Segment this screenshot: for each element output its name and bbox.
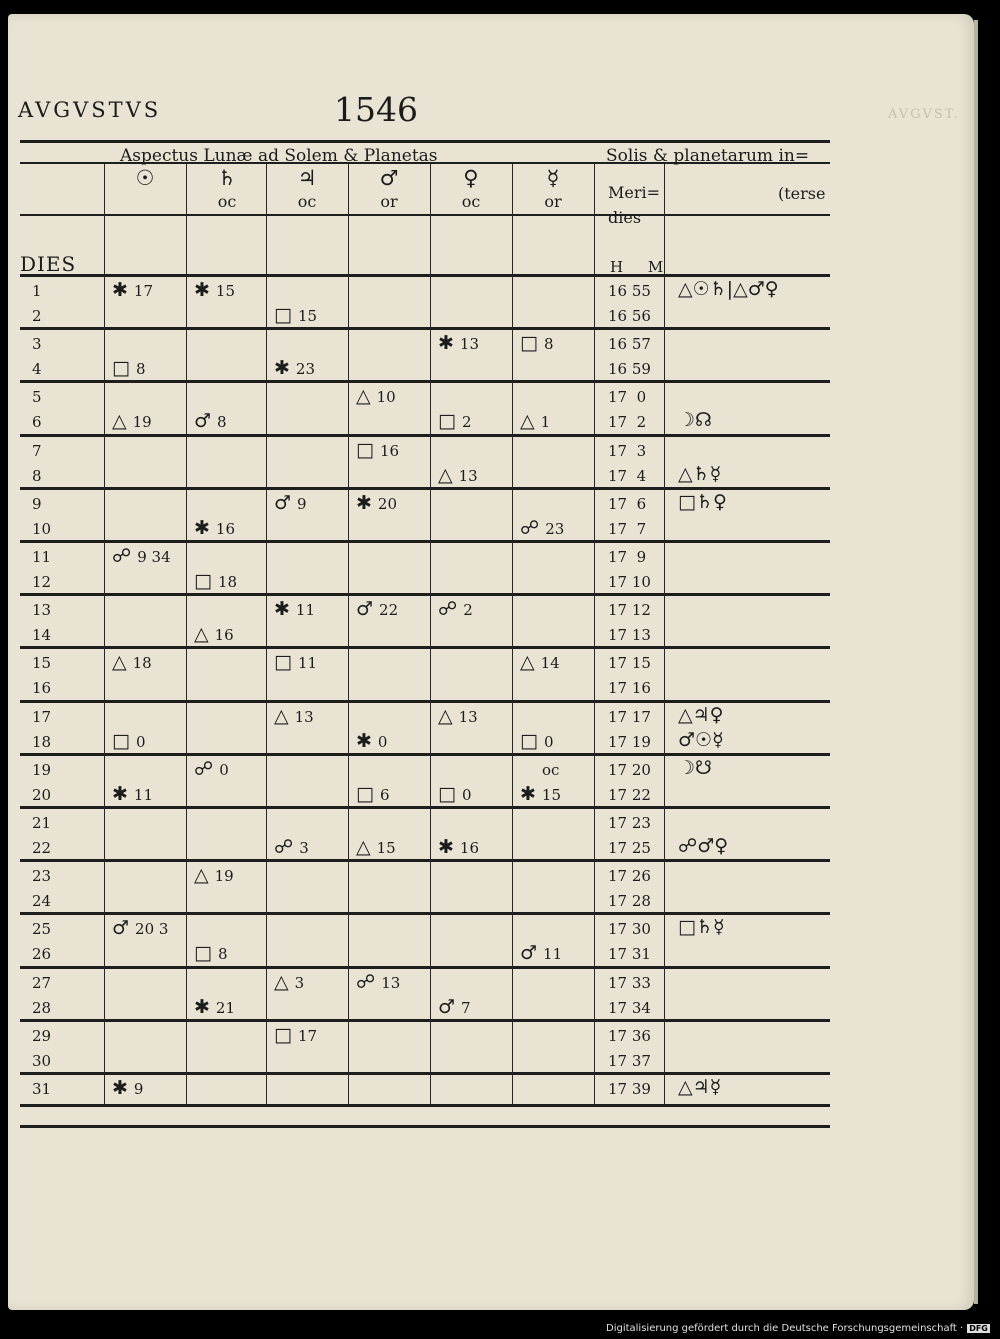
meridies-time: 17 39 — [608, 1080, 651, 1098]
aspect-degree: 7 — [461, 998, 471, 1017]
meridies-time: 17 15 — [608, 654, 651, 673]
aspect-glyph: △ — [194, 623, 209, 646]
column-rule — [430, 164, 431, 1104]
aspect-glyph: ♂ — [356, 598, 374, 621]
day-number: 10 — [32, 519, 52, 538]
aspect-degree: 8 — [217, 945, 228, 964]
planet-sub: or — [544, 192, 562, 211]
row-rule — [20, 540, 830, 543]
aspect-degree: 13 — [459, 335, 480, 354]
aspect-degree: 19 — [132, 413, 152, 432]
aspect-entry — [520, 410, 550, 432]
aspect-entry — [274, 705, 314, 727]
meridies-time: 17 25 — [608, 839, 651, 857]
aspect-entry — [194, 996, 235, 1018]
aspect-entry — [194, 623, 234, 645]
aspect-entry — [356, 385, 396, 407]
aspect-entry — [356, 598, 398, 620]
aspect-glyph: ✱ — [112, 1077, 128, 1099]
book-page — [8, 14, 974, 1310]
aspect-degree: 11 — [297, 654, 318, 673]
aspect-glyph: □ — [356, 782, 374, 805]
dies-label: DIES — [20, 252, 77, 276]
aspect-degree: 16 — [214, 626, 234, 645]
column-rule — [512, 164, 513, 1104]
row-rule — [20, 380, 830, 383]
aspect-glyph: △ — [194, 864, 209, 887]
row-rule — [20, 806, 830, 809]
aspect-glyph: ☍ — [112, 545, 132, 567]
aspect-glyph: △ — [520, 410, 535, 433]
planet-sub: oc — [461, 192, 481, 211]
column-rule — [664, 164, 665, 1104]
row-rule — [20, 966, 830, 969]
row-rule — [20, 434, 830, 437]
meridies-time: 17 6 — [608, 494, 647, 513]
aspect-glyph: △ — [438, 704, 453, 727]
remark-entry: ♂☉☿ — [678, 728, 724, 751]
aspect-degree: 15 — [215, 282, 236, 300]
meridies-time: 17 33 — [608, 973, 651, 992]
aspect-entry — [112, 730, 146, 752]
planet-sub: oc — [297, 192, 317, 211]
rule-title — [20, 162, 830, 164]
row-rule — [20, 1125, 830, 1128]
aspect-degree: 13 — [458, 707, 478, 726]
aspect-glyph: □ — [112, 729, 130, 752]
aspect-glyph: ✱ — [356, 729, 372, 752]
table-title-left: Aspectus Lunæ ad Solem & Planetas — [120, 146, 438, 166]
meridies-time: 17 31 — [608, 945, 651, 964]
aspect-degree: 15 — [376, 839, 396, 857]
day-number: 21 — [32, 814, 52, 832]
aspect-glyph: ♂ — [194, 410, 212, 433]
aspect-degree: 3 — [299, 839, 309, 857]
remark-entry: △♃☿ — [678, 1076, 722, 1098]
aspect-glyph: △ — [520, 651, 535, 674]
remark-entry: □♄♀ — [678, 490, 727, 513]
aspect-entry — [438, 996, 471, 1018]
meridies-time: 17 28 — [608, 892, 651, 911]
aspect-entry — [438, 332, 479, 354]
aspect-glyph: △ — [274, 704, 289, 727]
day-number: 16 — [32, 679, 52, 698]
aspect-entry — [112, 651, 152, 673]
meridies-time: 17 26 — [608, 867, 651, 886]
remark-entry: ☽☊ — [678, 409, 712, 432]
meridies-text: Meri= dies — [608, 183, 661, 227]
aspect-entry — [356, 783, 390, 805]
planet-symbol: ☉ — [135, 166, 155, 190]
aspect-degree: 11 — [133, 785, 154, 804]
aspect-degree: 6 — [379, 785, 390, 804]
aspect-entry — [520, 942, 562, 964]
aspect-degree: 14 — [540, 654, 560, 673]
aspect-glyph: △ — [112, 410, 127, 433]
meridies-time: 17 16 — [608, 679, 651, 698]
column-rule — [594, 164, 595, 1104]
day-number: 31 — [32, 1080, 52, 1098]
hm-label: H M — [610, 258, 674, 276]
meridies-time: 17 17 — [608, 707, 651, 726]
day-number: 15 — [32, 654, 52, 673]
aspect-degree: 16 — [215, 519, 236, 538]
aspect-degree: 11 — [543, 945, 563, 964]
meridies-time: 17 22 — [608, 785, 651, 804]
aspect-degree: 13 — [458, 466, 478, 485]
aspect-entry — [274, 598, 315, 620]
day-number: 14 — [32, 626, 52, 645]
meridies-time: 17 13 — [608, 626, 651, 645]
aspect-degree: 0 — [219, 760, 229, 779]
aspect-glyph: ♂ — [438, 995, 456, 1018]
column-rule — [348, 164, 349, 1104]
month-heading: AVGVSTVS — [18, 98, 162, 122]
aspect-glyph: □ — [194, 570, 212, 592]
year-heading: 1546 — [334, 90, 418, 129]
aspect-glyph: □ — [274, 651, 292, 674]
page-edge — [974, 20, 978, 1304]
digitization-footer — [606, 1323, 990, 1334]
meridies-time: 17 3 — [608, 441, 647, 460]
aspect-entry — [194, 517, 235, 539]
day-number: 24 — [32, 892, 52, 911]
aspect-entry — [274, 971, 304, 993]
meridies-time: 17 37 — [608, 1051, 651, 1070]
row-rule — [20, 912, 830, 915]
aspect-entry — [194, 279, 235, 301]
dfg-logo: DFG — [969, 1324, 988, 1333]
row-rule — [20, 859, 830, 862]
aspect-glyph: ✱ — [112, 782, 128, 805]
aspect-glyph: ✱ — [194, 279, 210, 301]
aspect-glyph: ✱ — [194, 516, 210, 539]
remark-entry: △♄☿ — [678, 462, 722, 485]
aspect-degree: 15 — [297, 307, 318, 325]
day-number: 11 — [32, 548, 52, 566]
aspect-degree: 22 — [379, 601, 399, 620]
aspect-glyph: ✱ — [438, 836, 454, 858]
aspect-degree: 17 — [297, 1026, 318, 1045]
aspect-degree: 23 — [545, 519, 565, 538]
aspect-entry — [274, 304, 317, 326]
aspect-degree: 2 — [463, 601, 473, 620]
aspect-degree: 9 — [297, 494, 307, 513]
aspect-degree: 16 — [379, 441, 400, 460]
aspect-entry — [438, 598, 473, 620]
table-title-right: Solis & planetarum in= — [606, 146, 810, 166]
day-number: 20 — [32, 785, 52, 804]
aspect-entry — [356, 492, 397, 514]
meridies-time: 17 4 — [608, 466, 647, 485]
aspect-glyph: ✱ — [112, 279, 128, 301]
meridies-time: 17 30 — [608, 920, 651, 939]
planet-symbol: ♀ — [463, 166, 479, 190]
aspect-degree: 18 — [217, 573, 238, 591]
rule-bottom — [20, 1104, 830, 1107]
aspect-glyph: □ — [194, 942, 212, 965]
meridies-time: 17 34 — [608, 998, 651, 1017]
aspect-glyph: ✱ — [274, 598, 290, 621]
remark-entry: △♃♀ — [678, 703, 724, 726]
aspect-entry — [438, 705, 478, 727]
day-number: 3 — [32, 335, 42, 354]
day-number: 29 — [32, 1026, 52, 1045]
aspect-entry — [112, 357, 146, 379]
aspect-entry — [356, 730, 387, 752]
planet-sub: oc — [217, 192, 237, 211]
aspect-entry — [194, 570, 237, 592]
aspect-glyph: ♂ — [274, 491, 292, 514]
aspect-degree: 19 — [214, 867, 234, 886]
aspect-entry — [274, 492, 307, 514]
day-number: 5 — [32, 388, 42, 407]
aspect-entry — [112, 410, 152, 432]
aspect-degree: 0 — [135, 732, 146, 751]
meridies-time: 16 56 — [608, 307, 651, 325]
aspect-entry — [274, 651, 317, 673]
day-number: 17 — [32, 707, 52, 726]
aspect-entry — [112, 545, 171, 567]
meridies-time: 17 9 — [608, 548, 647, 566]
row-rule — [20, 753, 830, 756]
meridies-time: 17 12 — [608, 601, 651, 620]
aspect-glyph: ☍ — [520, 516, 540, 539]
day-number: 12 — [32, 573, 52, 591]
row-rule — [20, 274, 830, 277]
aspect-degree: 8 — [543, 335, 554, 354]
day-number: 1 — [32, 282, 42, 300]
meridies-time: 16 55 — [608, 282, 651, 300]
aspect-glyph: ☍ — [356, 970, 376, 993]
planet-symbol: ☿ — [546, 166, 560, 190]
planet-sub: or — [380, 192, 398, 211]
day-number: 25 — [32, 920, 52, 939]
day-number: 7 — [32, 441, 42, 460]
aspect-degree: 17 — [133, 282, 154, 300]
remark-entry: □♄☿ — [678, 916, 725, 939]
meridies-time: 17 19 — [608, 732, 651, 751]
aspect-glyph: ☍ — [274, 836, 294, 858]
aspect-entry — [356, 439, 399, 461]
row-rule — [20, 1072, 830, 1075]
aspect-entry — [274, 836, 309, 858]
planet-symbol: ♄ — [217, 166, 237, 190]
meridies-time: 17 20 — [608, 760, 651, 779]
aspect-degree: 21 — [215, 998, 236, 1017]
day-number: 9 — [32, 494, 42, 513]
aspect-glyph: ♂ — [112, 917, 130, 940]
aspect-entry — [438, 836, 479, 858]
day-number: 19 — [32, 760, 52, 779]
meridies-time: 17 36 — [608, 1026, 651, 1045]
row-rule — [20, 700, 830, 703]
aspect-glyph: △ — [438, 463, 453, 486]
remark-entry: ☽☋ — [678, 756, 712, 779]
aspect-entry — [194, 410, 227, 432]
day-number: 18 — [32, 732, 52, 751]
planet-symbol: ♃ — [297, 166, 317, 190]
aspect-entry — [112, 1077, 143, 1099]
aspect-glyph: ☍ — [194, 757, 214, 780]
day-number: 6 — [32, 413, 42, 432]
aspect-degree: 3 — [294, 973, 305, 992]
meridies-time: 16 57 — [608, 335, 651, 354]
column-rule — [186, 164, 187, 1104]
day-number: 23 — [32, 867, 52, 886]
planet-symbol: ♂ — [379, 166, 399, 190]
rule-head — [20, 214, 830, 216]
column-rule — [266, 164, 267, 1104]
aspect-glyph: □ — [520, 729, 538, 752]
row-rule — [20, 1019, 830, 1022]
extra-label: oc — [542, 760, 560, 779]
aspect-entry — [112, 917, 168, 939]
remark-entry: △☉♄|△♂♀ — [678, 278, 779, 300]
meridies-time: 17 0 — [608, 388, 647, 407]
aspect-entry — [194, 864, 234, 886]
aspect-glyph: □ — [520, 332, 538, 355]
day-number: 30 — [32, 1051, 52, 1070]
aspect-glyph: △ — [356, 836, 371, 858]
aspect-entry — [194, 942, 228, 964]
aspect-glyph: ✱ — [438, 332, 454, 355]
aspect-degree: 0 — [543, 732, 554, 751]
aspect-entry — [274, 357, 315, 379]
aspect-degree: 20 3 — [135, 920, 169, 939]
aspect-glyph: □ — [356, 438, 374, 461]
aspect-glyph: ✱ — [356, 491, 372, 514]
day-number: 13 — [32, 601, 52, 620]
aspect-entry — [520, 517, 564, 539]
rule-top — [20, 140, 830, 143]
aspect-entry — [520, 651, 560, 673]
meridies-label — [608, 180, 668, 230]
aspect-entry — [520, 730, 554, 752]
aspect-glyph: □ — [438, 782, 456, 805]
aspect-glyph: ✱ — [520, 782, 536, 805]
aspect-degree: 13 — [381, 973, 401, 992]
meridies-time: 17 2 — [608, 413, 647, 432]
aspect-entry — [356, 836, 396, 858]
column-rule — [104, 164, 105, 1104]
aspect-entry — [438, 783, 472, 805]
aspect-entry — [438, 464, 478, 486]
aspect-glyph: □ — [274, 304, 292, 326]
aspect-glyph: □ — [438, 410, 456, 433]
aspect-entry — [356, 971, 400, 993]
aspect-entry — [112, 783, 153, 805]
aspect-degree: 23 — [295, 360, 316, 379]
aspect-glyph: △ — [274, 970, 289, 993]
meridies-time: 17 23 — [608, 814, 651, 832]
aspect-degree: 8 — [135, 360, 146, 379]
remark-entry: ☍♂♀ — [678, 835, 729, 857]
aspect-entry — [274, 1024, 317, 1046]
day-number: 2 — [32, 307, 42, 325]
aspect-entry — [520, 783, 561, 805]
day-number: 22 — [32, 839, 52, 857]
aspect-glyph: ♂ — [520, 942, 538, 965]
row-rule — [20, 646, 830, 649]
aspect-degree: 16 — [459, 839, 480, 857]
bleed-through-text: AVGVST. — [888, 107, 960, 122]
aspect-degree: 11 — [295, 601, 316, 620]
day-number: 28 — [32, 998, 52, 1017]
aspect-glyph: □ — [112, 357, 130, 380]
aspect-glyph: ☍ — [438, 598, 458, 621]
aspect-degree: 2 — [461, 413, 472, 432]
aspect-degree: 9 34 — [137, 548, 171, 566]
aspect-entry — [194, 758, 229, 780]
meridies-time: 17 7 — [608, 519, 647, 538]
row-rule — [20, 487, 830, 490]
aspect-glyph: △ — [356, 385, 371, 408]
aspect-entry — [438, 410, 472, 432]
aspect-glyph: □ — [274, 1023, 292, 1046]
aspect-degree: 0 — [377, 732, 388, 751]
footer-text: Digitalisierung gefördert durch die Deutsche Forschungsgemeinschaft · — [606, 1323, 964, 1334]
day-number: 26 — [32, 945, 52, 964]
aspect-glyph: △ — [112, 651, 127, 674]
meridies-time: 16 59 — [608, 360, 651, 379]
aspect-degree: 8 — [217, 413, 227, 432]
meridies-time: 17 10 — [608, 573, 651, 591]
aspect-degree: 13 — [294, 707, 314, 726]
aspect-degree: 10 — [376, 388, 396, 407]
aspect-glyph: ✱ — [274, 357, 290, 380]
row-rule — [20, 327, 830, 330]
aspect-degree: 15 — [541, 785, 562, 804]
aspect-degree: 9 — [133, 1080, 144, 1098]
aspect-degree: 1 — [540, 413, 551, 432]
aspect-degree: 0 — [461, 785, 472, 804]
day-number: 8 — [32, 466, 42, 485]
day-number: 4 — [32, 360, 42, 379]
aspect-degree: 20 — [377, 494, 398, 513]
aspect-glyph: ✱ — [194, 995, 210, 1018]
day-number: 27 — [32, 973, 52, 992]
aspect-degree: 18 — [132, 654, 152, 673]
table-title-right-cont: (terse — [778, 184, 826, 203]
row-rule — [20, 593, 830, 596]
aspect-entry — [112, 279, 153, 301]
aspect-entry — [520, 332, 554, 354]
